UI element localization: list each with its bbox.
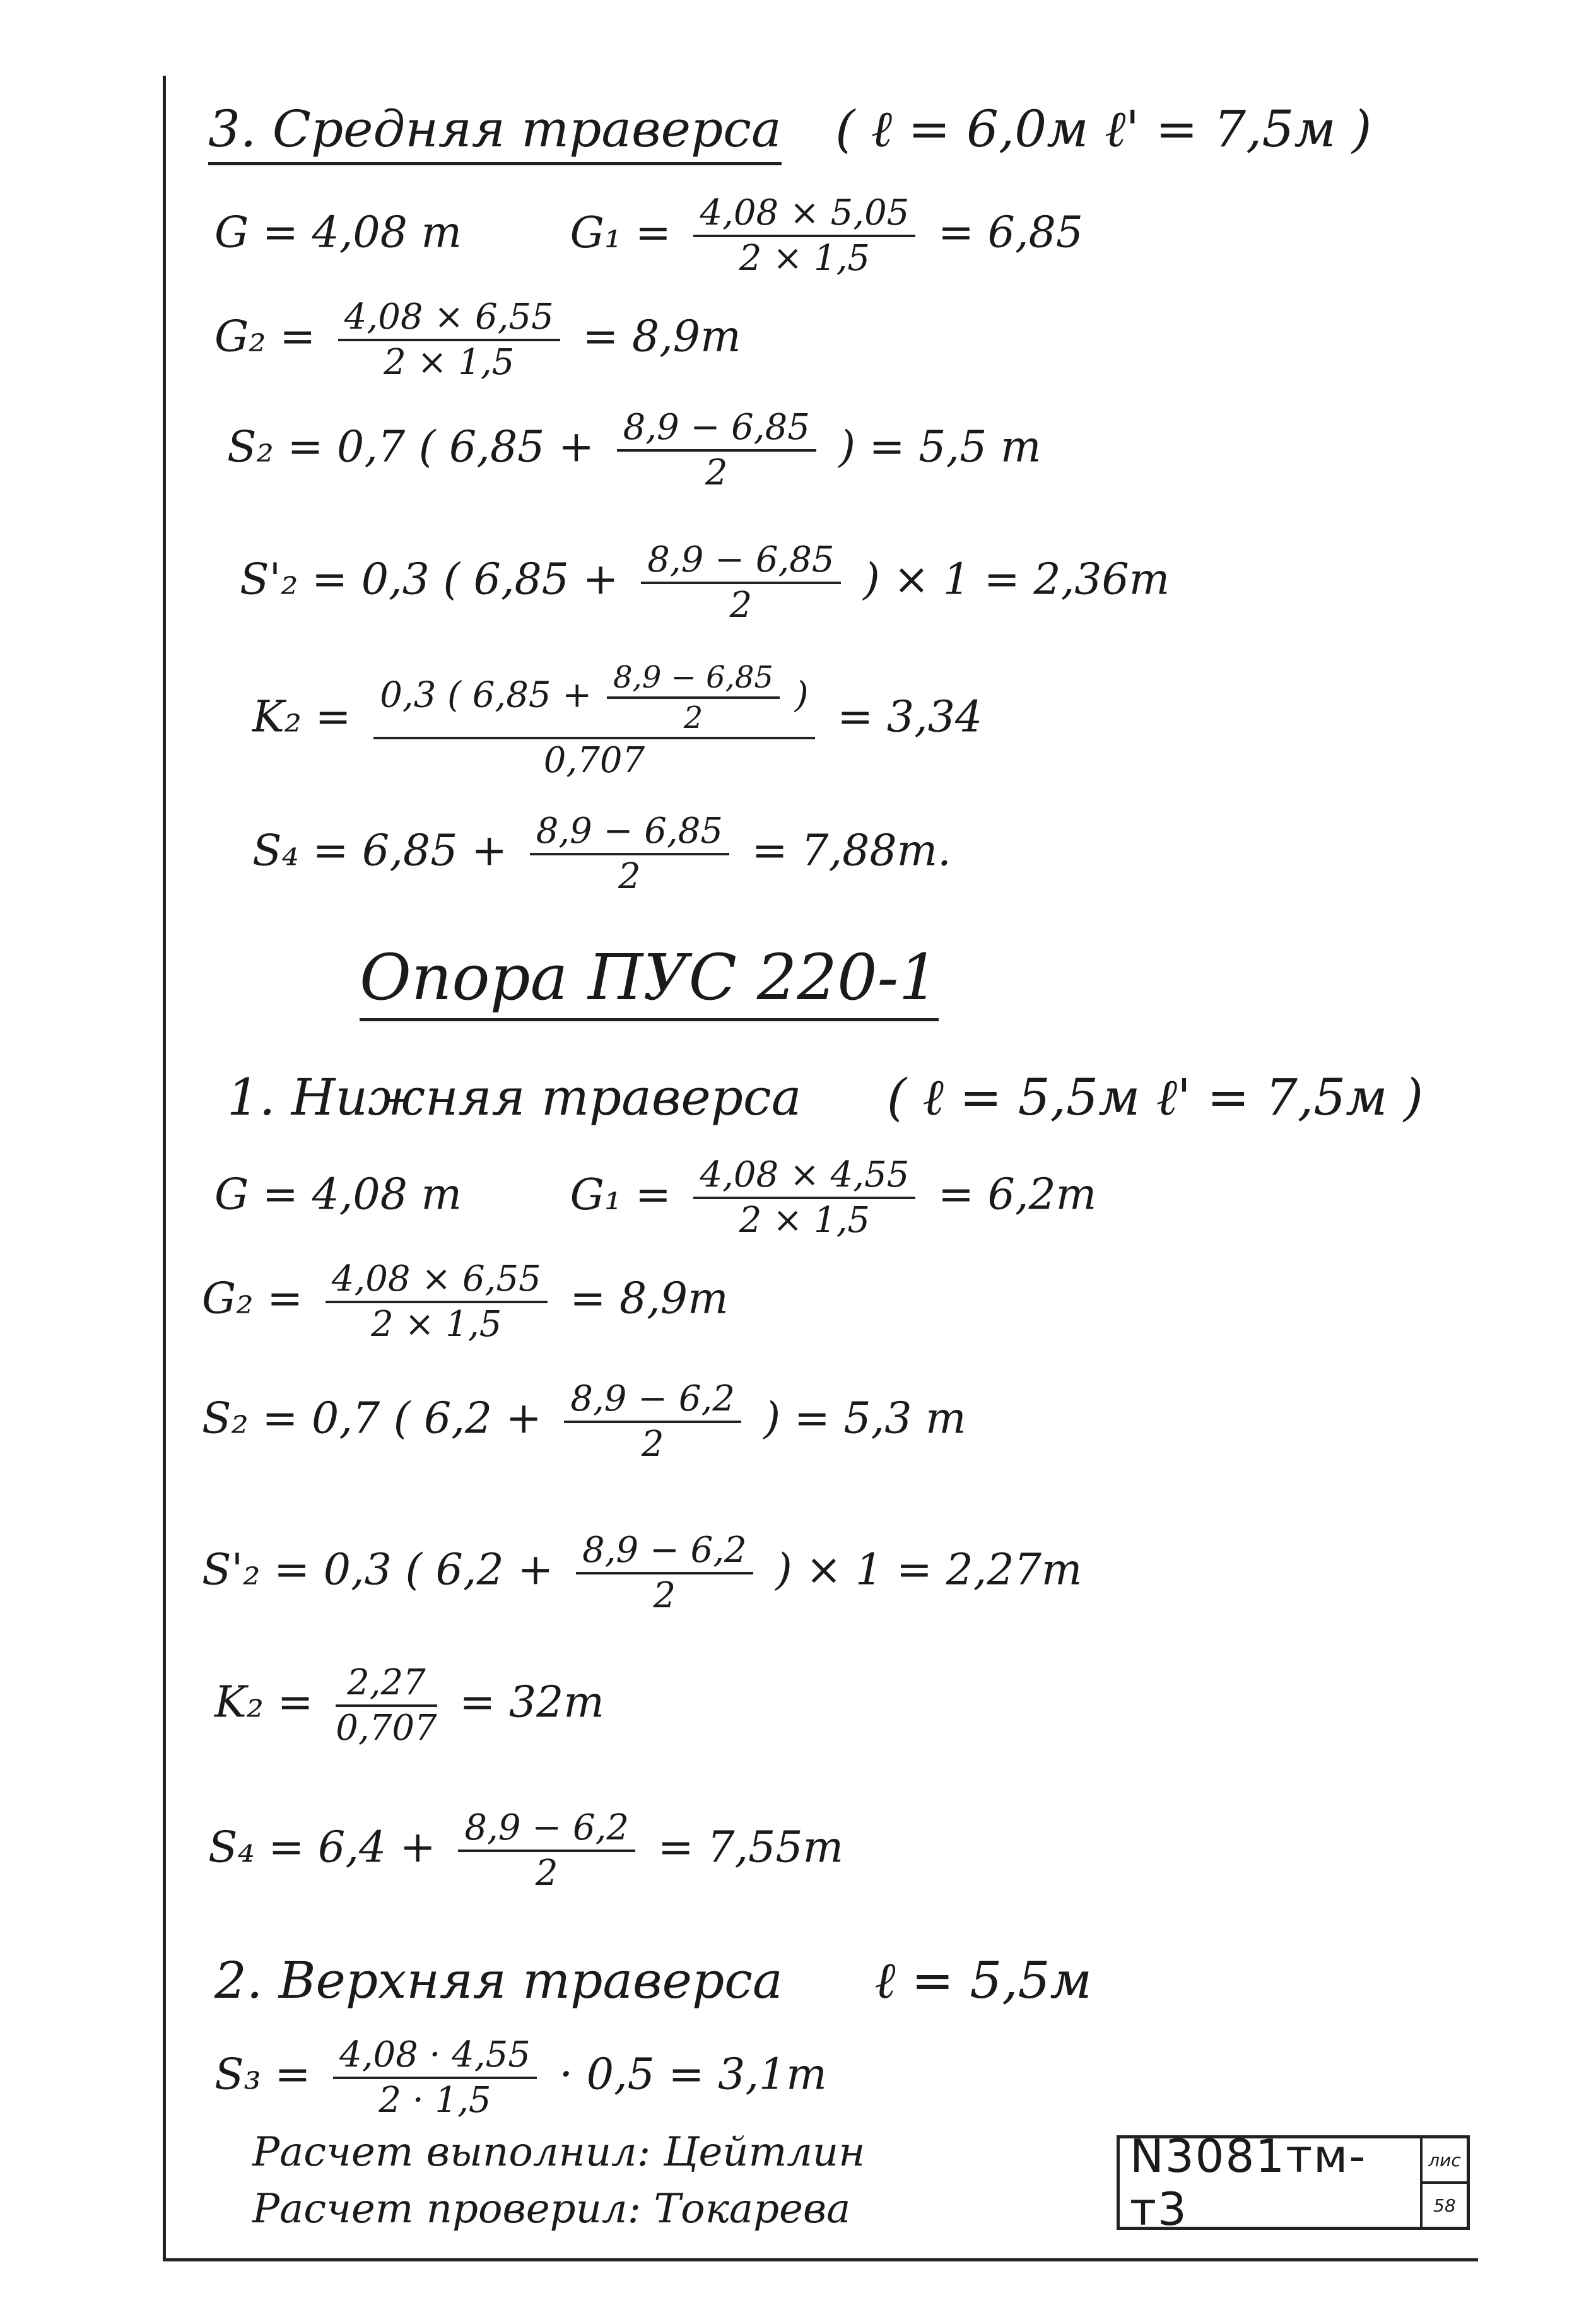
fraction: $\frac{8,9 - 6,2}{2}$ bbox=[564, 1381, 741, 1462]
sheet-box bbox=[1420, 2138, 1467, 2227]
signature-checked-by: Расчет проверил: Токарева bbox=[252, 2186, 851, 2232]
fraction: $\frac{4,08 \times 4,55}{2 \times 1,5}$ bbox=[693, 1158, 915, 1238]
inner-fraction: $\frac{8,9 - 6,85}{2}$ bbox=[607, 662, 780, 733]
s1-S2-line: S₂ = 0,7 ( 6,2 + $\frac{8,9 - 6,2}{2}$ ) = 5,3 т bbox=[202, 1378, 966, 1465]
s3-S2prime-line: S'₂ = 0,3 ( 6,85 + $\frac{8,9 - 6,85}{2}$ ) × 1 = 2,36т bbox=[240, 539, 1170, 626]
fraction: $\frac{8,9 - 6,2}{2}$ bbox=[458, 1810, 635, 1891]
fraction: $\frac{4,08 \times 6,55}{2 \times 1,5}$ bbox=[326, 1262, 548, 1342]
support-title: Опора ПУС 220-1 bbox=[360, 946, 939, 1009]
fraction: $\frac{8,9 - 6,85}{2}$ bbox=[530, 814, 729, 894]
s3-G-line: G = 4,08 т G₁ = $\frac{4,08 \times 5,05}{2 \times 1,5}$ = 6,85 bbox=[214, 192, 1083, 279]
s1-S2prime-line: S'₂ = 0,3 ( 6,2 + $\frac{8,9 - 6,2}{2}$ ) × 1 = 2,27т bbox=[202, 1530, 1083, 1616]
fraction: $\frac{8,9 - 6,85}{2}$ bbox=[641, 542, 840, 623]
fraction: $\frac{2,27}{0,707}$ bbox=[336, 1662, 437, 1749]
section1-heading: 1. Нижняя траверса ( ℓ = 5,5м ℓ' = 7,5м ) bbox=[227, 1068, 1424, 1127]
fraction: $\frac{8,9 - 6,85}{2}$ bbox=[617, 410, 816, 491]
document-code: N3081тм-т3 bbox=[1130, 2130, 1367, 2236]
fraction: $\frac{8,9 - 6,2}{2}$ bbox=[576, 1533, 753, 1614]
s1-S4-line: S₄ = 6,4 + $\frac{8,9 - 6,2}{2}$ = 7,55т bbox=[208, 1807, 844, 1894]
s3-S4-line: S₄ = 6,85 + $\frac{8,9 - 6,85}{2}$ = 7,88т. bbox=[252, 811, 951, 897]
fraction: $\frac{4,08 \times 5,05}{2 \times 1,5}$ bbox=[693, 196, 915, 276]
section2-heading: 2. Верхняя траверса ℓ = 5,5м bbox=[214, 1951, 1092, 2010]
s3-G2-line: G₂ = $\frac{4,08 \times 6,55}{2 \times 1,5}$ = 8,9т bbox=[214, 296, 741, 383]
s1-G-line: G = 4,08 т G₁ = $\frac{4,08 \times 4,55}{2 \times 1,5}$ = 6,2т bbox=[214, 1154, 1097, 1241]
sheet-number: 58 bbox=[1423, 2181, 1467, 2227]
s1-K2-line: K₂ = $\frac{2,27}{0,707}$ = 32т bbox=[214, 1662, 604, 1749]
fraction: $\frac{4,08 \cdot 4,55}{2 \cdot 1,5}$ bbox=[333, 2037, 537, 2118]
s2-S3-line: S₃ = $\frac{4,08 \cdot 4,55}{2 \cdot 1,5}$ · 0,5 = 3,1т bbox=[214, 2034, 827, 2121]
sheet-label: лис bbox=[1428, 2149, 1461, 2171]
s3-K2-line: K₂ = 0,3 ( 6,85 + $\frac{8,9 - 6,85}{2}$ ) 0,707 = 3,34 bbox=[252, 660, 983, 781]
fraction: $\frac{4,08 \times 6,55}{2 \times 1,5}$ bbox=[338, 300, 560, 380]
s3-S2-line: S₂ = 0,7 ( 6,85 + $\frac{8,9 - 6,85}{2}$ ) = 5,5 т bbox=[227, 407, 1042, 493]
title-block-stamp bbox=[1117, 2130, 1470, 2236]
s1-G2-line: G₂ = $\frac{4,08 \times 6,55}{2 \times 1,5}$ = 8,9т bbox=[202, 1258, 729, 1345]
section3-heading: 3. Средняя траверса ( ℓ = 6,0м ℓ' = 7,5м ) bbox=[208, 104, 1371, 155]
fraction: 0,3 ( 6,85 + $\frac{8,9 - 6,85}{2}$ ) 0,707 bbox=[373, 662, 814, 778]
signature-calc-by: Расчет выполнил: Цейтлин bbox=[252, 2129, 865, 2176]
